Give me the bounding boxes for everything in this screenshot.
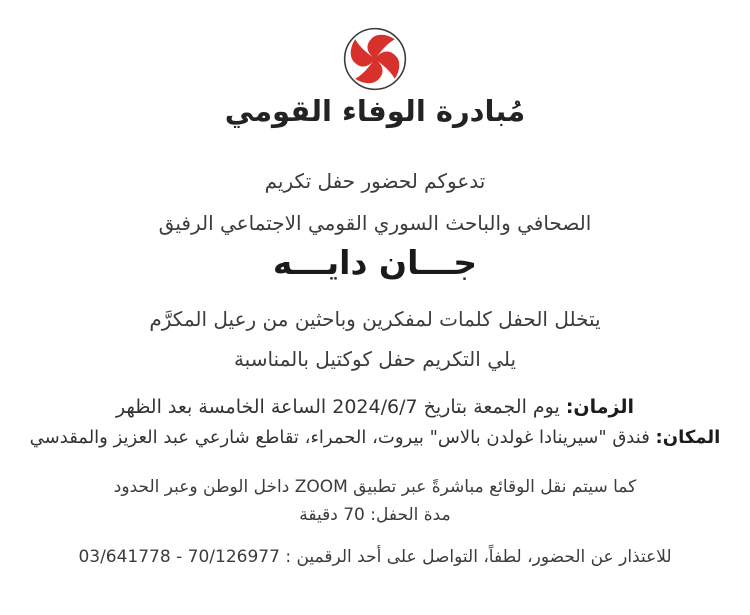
zawbaa-pinwheel-icon [342,26,408,92]
invite-line: تدعوكم لحضور حفل تكريم [264,169,486,193]
broadcast-line: كما سيتم نقل الوقائع مباشرةً عبر تطبيق ZOOM داخل الوطن وعبر الحدود [113,477,637,497]
place-label: المكان: [655,427,721,448]
honoree-description: الصحافي والباحث السوري القومي الاجتماعي الرفيق [158,211,592,235]
place-line [0,427,750,448]
time-label: الزمان: [565,396,634,418]
duration-line: مدة الحفل: 70 دقيقة [299,505,451,525]
org-title: مُبادرة الوفاء القومي [224,94,526,128]
program-line-2: يلي التكريم حفل كوكتيل بالمناسبة [233,347,517,371]
time-value: يوم الجمعة بتاريخ 2024/6/7 الساعة الخامسة بعد الظهر [115,396,566,418]
honoree-name: جـــان دايـــه [272,243,478,282]
place-value: فندق "سيرينادا غولدن بالاس" بيروت، الحمراء، تقاطع شارعي عبد العزيز والمقدسي [29,427,656,448]
time-line [0,396,750,418]
rsvp-line: للاعتذار عن الحضور، لطفاً، التواصل على أحد الرقمين : 70/126977 - 03/641778 [78,547,672,567]
program-line-1: يتخلل الحفل كلمات لمفكرين وباحثين من رعيل المكرَّم [149,307,601,331]
party-logo [342,26,408,92]
